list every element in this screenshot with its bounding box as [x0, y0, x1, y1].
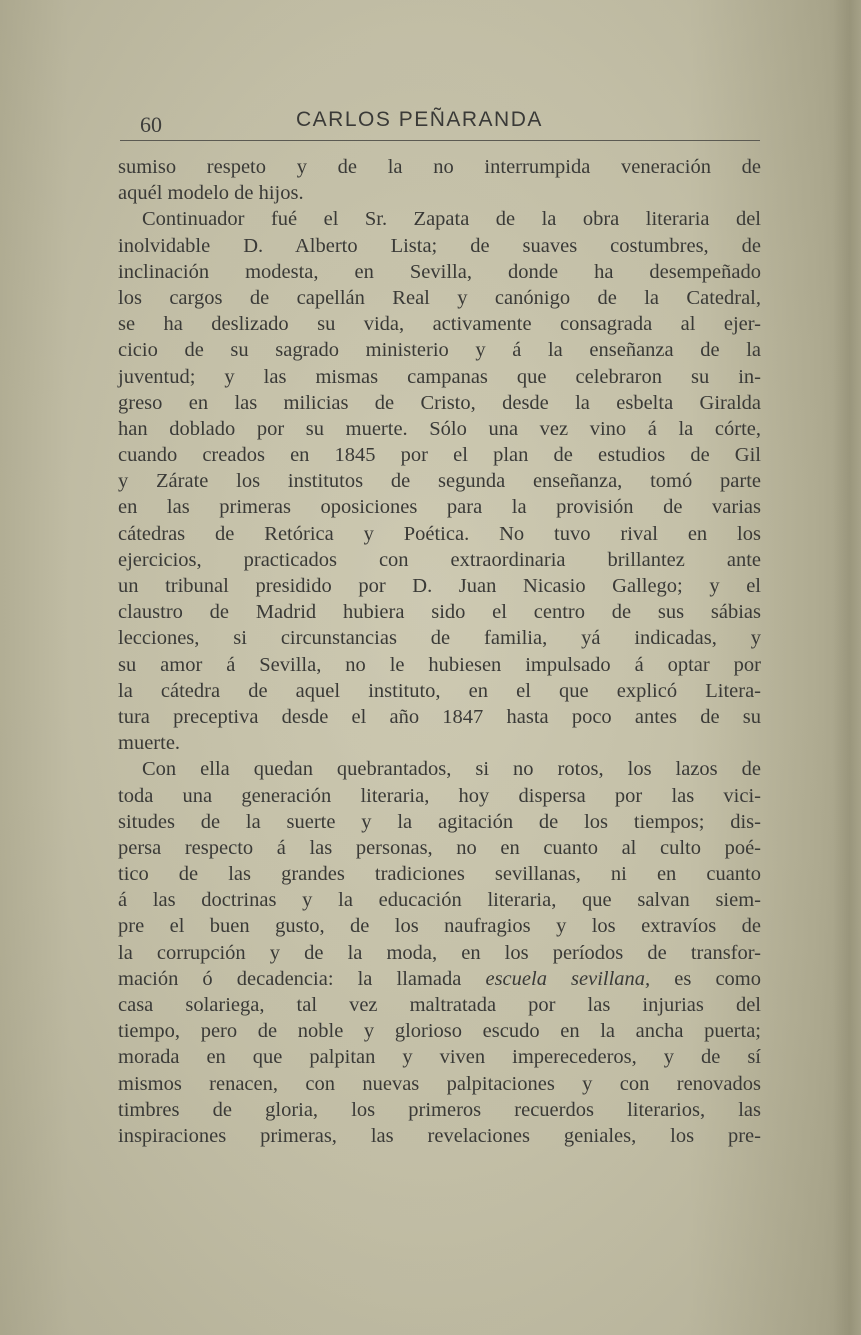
text-line: juventud; y las mismas campanas que celebraron su in-	[118, 365, 761, 388]
text-line: su amor á Sevilla, no le hubiesen impulsado á optar por	[118, 653, 761, 676]
text-line: cicio de su sagrado ministerio y á la enseñanza de la	[118, 339, 761, 362]
header-rule	[120, 140, 760, 141]
text-line: Continuador fué el Sr. Zapata de la obra literaria del	[142, 208, 761, 231]
text-line: situdes de la suerte y la agitación de los tiempos; dis-	[118, 810, 761, 833]
text-line-end: es como	[674, 967, 761, 990]
text-line: á las doctrinas y la educación literaria, que salvan siem-	[118, 889, 761, 912]
body-text	[118, 154, 761, 1149]
text-line: la cátedra de aquel instituto, en el que explicó Litera-	[118, 679, 761, 702]
text-line: pre el buen gusto, de los naufragios y los extravíos de	[118, 915, 761, 938]
running-head: CARLOS PEÑARANDA	[296, 108, 543, 131]
text-line: inclinación modesta, en Sevilla, donde ha desempeñado	[118, 260, 761, 283]
page-header	[120, 104, 760, 142]
text-line: casa solariega, tal vez maltratada por las injurias del	[118, 994, 761, 1016]
text-line-with-italic	[118, 966, 761, 992]
text-line: han doblado por su muerte. Sólo una vez vino á la córte,	[118, 417, 761, 440]
page-number: 60	[140, 112, 162, 137]
page-edge-shadow	[833, 0, 861, 1335]
text-line: los cargos de capellán Real y canónigo de la Catedral,	[118, 286, 761, 309]
text-line: inolvidable D. Alberto Lista; de suaves costumbres, de	[118, 234, 761, 257]
text-line: persa respecto á las personas, no en cuanto al culto poé-	[118, 836, 761, 859]
text-line: y Zárate los institutos de segunda enseñanza, tomó parte	[118, 470, 761, 493]
text-line: muerte.	[118, 732, 181, 755]
text-line: tico de las grandes tradiciones sevillanas, ni en cuanto	[118, 863, 761, 886]
text-line: timbres de gloria, los primeros recuerdos literarios, las	[118, 1098, 761, 1121]
text-line: en las primeras oposiciones para la provisión de varias	[118, 496, 761, 519]
text-line: mismos renacen, con nuevas palpitaciones y con renovados	[118, 1072, 761, 1095]
text-line: aquél modelo de hijos.	[118, 182, 304, 205]
italic-phrase: escuela sevillana,	[485, 967, 651, 990]
text-line: la corrupción y de la moda, en los períodos de transfor-	[118, 941, 761, 964]
text-line: tura preceptiva desde el año 1847 hasta poco antes de su	[118, 705, 761, 728]
text-line: tiempo, pero de noble y glorioso escudo en la ancha puerta;	[118, 1020, 761, 1043]
text-line: toda una generación literaria, hoy dispersa por las vici-	[118, 784, 761, 807]
text-line: un tribunal presidido por D. Juan Nicasio Gallego; y el	[118, 575, 761, 597]
text-line: lecciones, si circunstancias de familia, yá indicadas, y	[118, 627, 761, 650]
text-line: se ha deslizado su vida, activamente consagrada al ejer-	[118, 313, 761, 336]
text-line-start: mación ó decadencia: la llamada	[118, 967, 462, 990]
text-line: inspiraciones primeras, las revelaciones geniales, los pre-	[118, 1124, 761, 1147]
text-line: morada en que palpitan y viven imperecederos, y de sí	[118, 1046, 761, 1069]
text-line: cuando creados en 1845 por el plan de estudios de Gil	[118, 444, 761, 467]
text-line: greso en las milicias de Cristo, desde la esbelta Giralda	[118, 391, 761, 414]
text-line: Con ella quedan quebrantados, si no rotos, los lazos de	[142, 758, 761, 781]
text-line: claustro de Madrid hubiera sido el centro de sus sábias	[118, 601, 761, 624]
text-line: ejercicios, practicados con extraordinaria brillantez ante	[118, 548, 761, 571]
text-line: cátedras de Retórica y Poética. No tuvo rival en los	[118, 522, 761, 545]
text-line: sumiso respeto y de la no interrumpida veneración de	[118, 156, 761, 178]
